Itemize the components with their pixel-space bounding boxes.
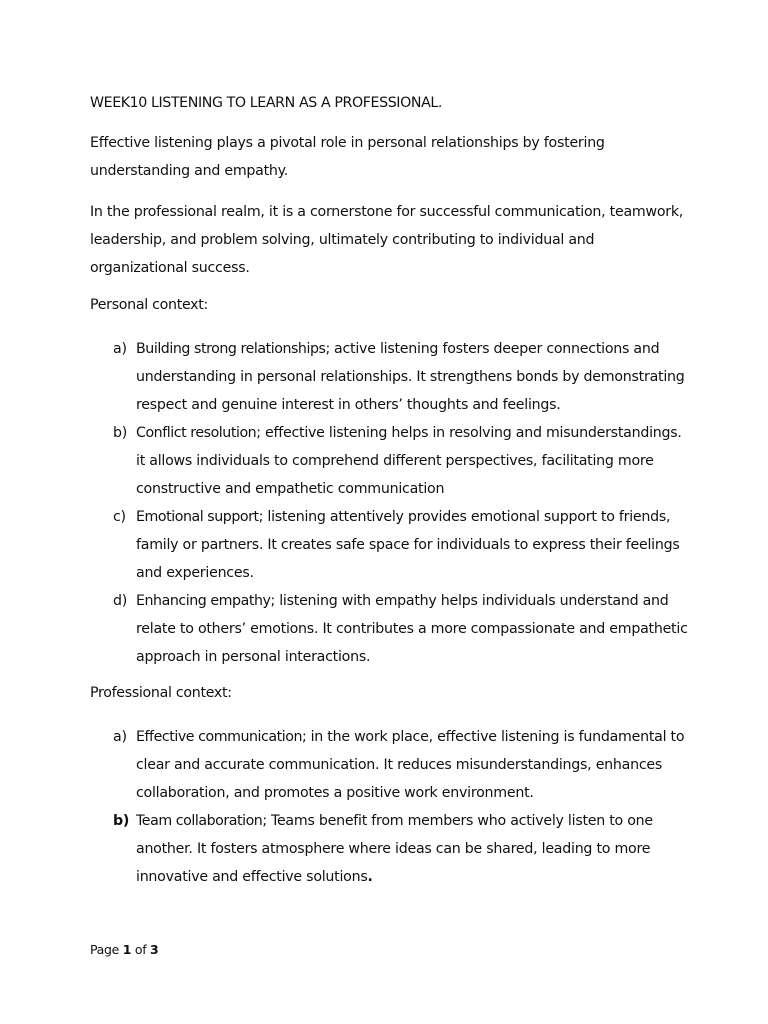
list-marker: a) [113,341,127,357]
page-total: 3 [149,942,159,957]
list-item [90,503,690,587]
list-item-text: ; listening with empathy helps individuals understand and relate to others’ emotions. It contributes a more compassionate and empathetic approach in personal interactions. [136,593,688,665]
list-item-text: Teams benefit from members who actively listen to one another. It fosters atmosphere where ideas can be shared, leading to more innovative and effective solutions [136,813,653,885]
list-item-term: Emotional support [136,509,259,525]
personal-context-heading: Personal context: [90,297,208,313]
list-item-term: Effective communication; [136,729,307,745]
list-marker: c) [113,509,126,525]
list-item [90,419,690,503]
list-item-term: Conflict resolution [136,425,257,441]
list-item-text: ; listening attentively provides emotional support to friends, family or partners. It creates safe space for individuals to express their feelings and experiences. [136,509,680,581]
personal-context-list [90,335,690,671]
list-item [90,807,690,891]
list-item-text: active listening fosters deeper connections and understanding in personal relationships. It strengthens bonds by demonstrating respect and genuine interest in others’ thoughts and feelings. [136,341,685,413]
list-item-text: in the work place, effective listening is fundamental to clear and accurate communication. It reduces misunderstandings, enhances collaboration, and promotes a positive work environment. [136,729,685,801]
list-item-term: Team collaboration; [136,813,267,829]
list-item [90,587,690,671]
list-item [90,335,690,419]
list-item-term: Enhancing empathy [136,593,271,609]
list-item-term: Building strong relationships; [136,341,330,357]
page-label: Page [90,942,120,957]
document-body [90,93,690,903]
page-current: 1 [122,942,132,957]
page-number-footer [90,942,158,957]
list-item-end-punctuation: . [367,869,373,885]
intro-paragraph-1: Effective listening plays a pivotal role in personal relationships by fostering understanding and empathy. [90,135,605,179]
professional-context-list [90,723,690,891]
intro-paragraph-2: In the professional realm, it is a cornerstone for successful communication, teamwork, leadership, and problem solving, ultimately contributing to individual and organizational success. [90,204,684,276]
list-marker: b) [113,813,130,829]
document-title: WEEK10 LISTENING TO LEARN AS A PROFESSIONAL. [90,95,442,111]
page-of: of [134,942,147,957]
list-marker: a) [113,729,127,745]
list-marker: b) [113,425,128,441]
professional-context-heading: Professional context: [90,685,232,701]
list-item-text: ; effective listening helps in resolving and misunderstandings. it allows individuals to comprehend different perspectives, facilitating more constructive and empathetic communication [136,425,682,497]
list-item [90,723,690,807]
list-marker: d) [113,593,128,609]
